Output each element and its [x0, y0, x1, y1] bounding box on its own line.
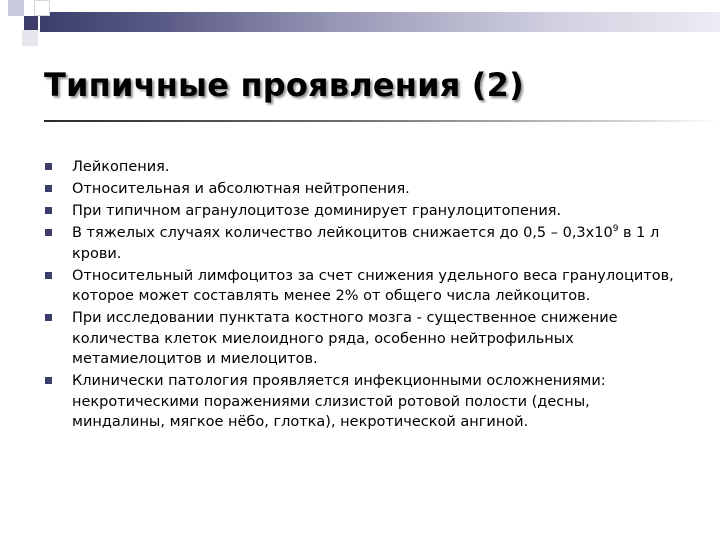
bullet-item — [45, 157, 685, 178]
bullet-item — [45, 371, 685, 433]
bullet-text: Относительный лимфоцитоз за счет снижения удельного веса гранулоцитов, которое может составлять менее 2% от общего числа лейкоцитов. — [72, 267, 674, 304]
bullet-item — [45, 308, 685, 370]
bullet-text: Клинически патология проявляется инфекционными осложнениями: некротическими поражениями слизистой ротовой полости (десны, миндалины, мягкое нёбо, глотка), некротической ангиной. — [72, 373, 606, 430]
superscript-exponent: 9 — [612, 224, 619, 234]
decor-top-bar — [40, 12, 720, 32]
square-bullet-icon — [45, 207, 52, 214]
decor-square — [8, 18, 22, 38]
bullet-text: Лейкопения. — [72, 159, 170, 175]
bullet-text — [72, 225, 659, 262]
bullet-item — [45, 179, 685, 200]
bullet-text-part: в 1 л крови. — [72, 225, 660, 262]
decor-square — [24, 16, 38, 30]
decor-square — [34, 0, 50, 16]
decor-square — [8, 0, 24, 16]
bullet-list — [45, 157, 685, 434]
square-bullet-icon — [45, 377, 52, 384]
bullet-text: При типичном агранулоцитозе доминирует гранулоцитопения. — [72, 203, 562, 219]
bullet-item — [45, 266, 685, 307]
bullet-item — [45, 223, 685, 264]
decor-square — [22, 30, 38, 46]
square-bullet-icon — [45, 314, 52, 321]
square-bullet-icon — [45, 185, 52, 192]
bullet-text: Относительная и абсолютная нейтропения. — [72, 181, 410, 197]
square-bullet-icon — [45, 272, 52, 279]
bullet-text-part: В тяжелых случаях количество лейкоцитов снижается до 0,5 – 0,3х10 — [72, 225, 613, 241]
square-bullet-icon — [45, 163, 52, 170]
bullet-text: При исследовании пунктата костного мозга - существенное снижение количества клеток миелоидного ряда, особенно нейтрофильных метамиелоцитов и миелоцитов. — [72, 310, 618, 367]
bullet-item — [45, 201, 685, 222]
title-underline — [44, 120, 720, 122]
square-bullet-icon — [45, 229, 52, 236]
slide-title: Типичные проявления (2) — [44, 66, 524, 104]
